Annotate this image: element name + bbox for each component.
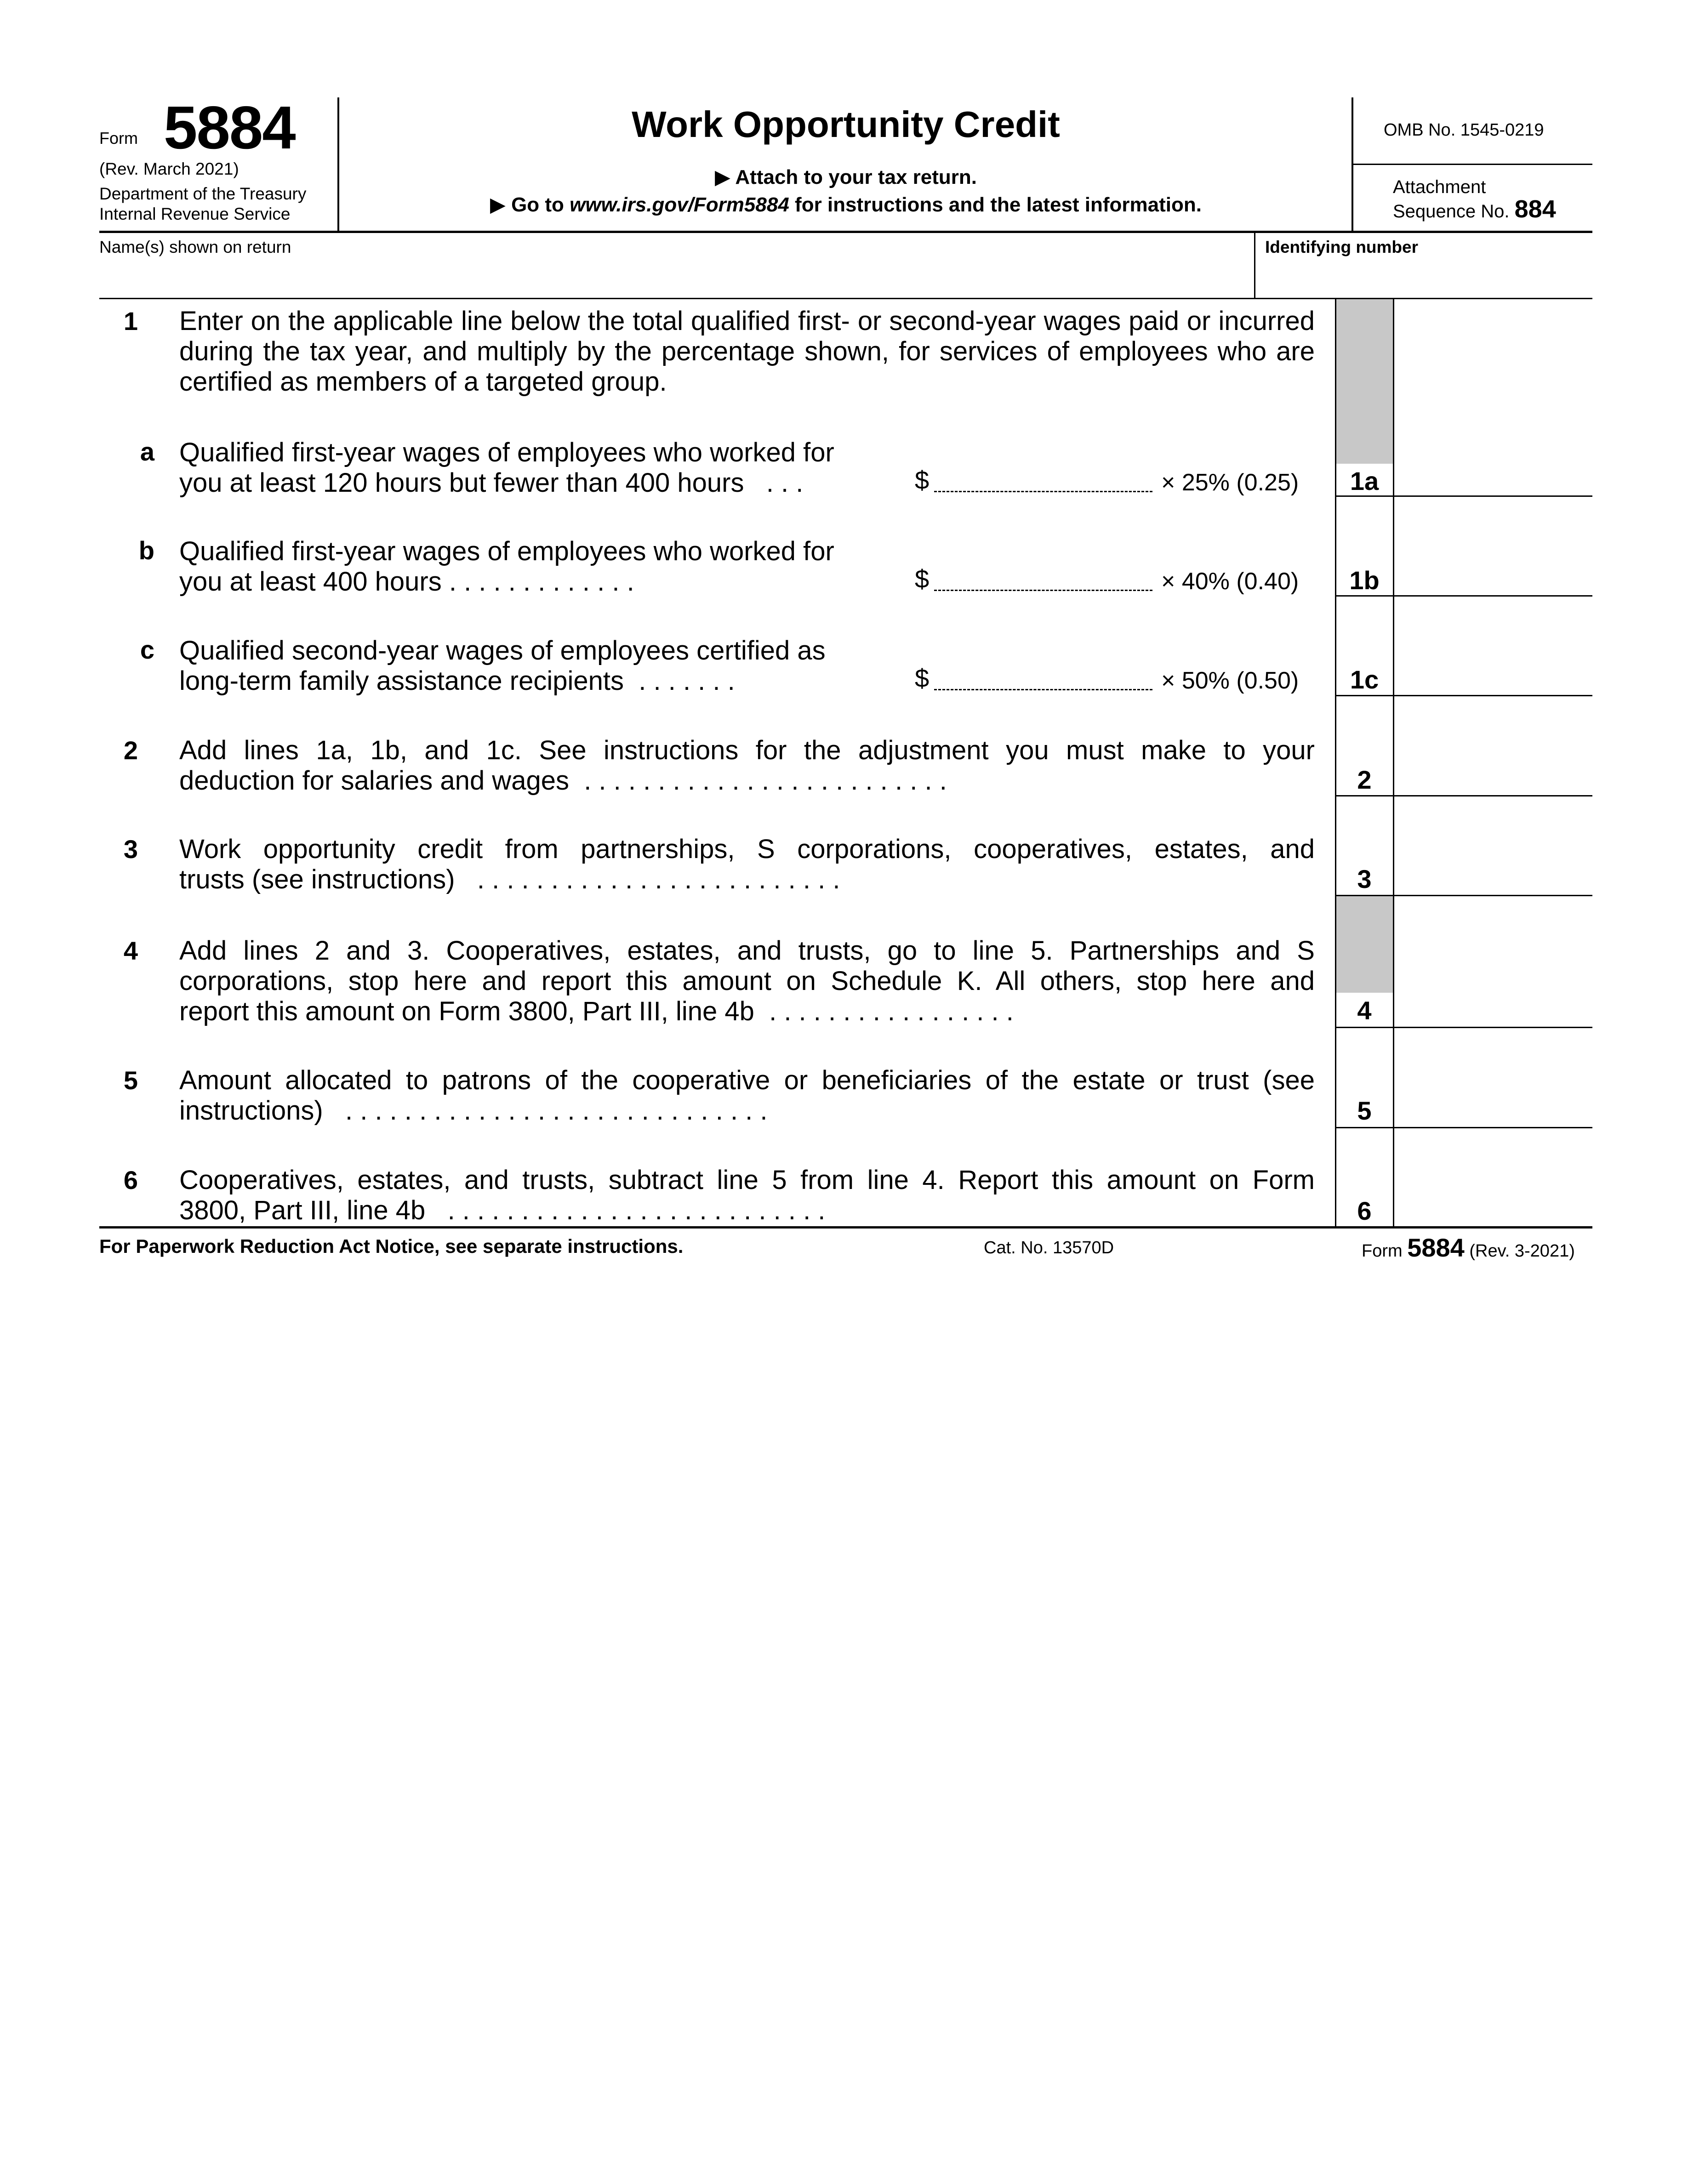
line-6-text-1: Cooperatives, estates, and trusts, subtract line 5 from line 4. Report this amount on Form — [179, 1165, 1315, 1195]
row-rule-3 — [1335, 895, 1592, 896]
omb-number: OMB No. 1545-0219 — [1384, 120, 1544, 140]
website-suffix: for instructions and the latest information. — [789, 193, 1202, 216]
line-6-box: 6 — [1357, 1196, 1372, 1225]
header-bottom-rule — [99, 231, 1592, 233]
line-3-desc: trusts (see instructions) — [179, 864, 455, 894]
line-5-dots: . . . . . . . . . . . . . . . . . . . . . . . . . . . . . — [345, 1096, 768, 1126]
line-6-text-2 — [179, 1195, 1315, 1226]
line-1c-box: 1c — [1350, 665, 1379, 694]
line-1a-rate: × 25% (0.25) — [1161, 469, 1299, 496]
names-input[interactable] — [99, 260, 1249, 296]
line-5-text-1: Amount allocated to patrons of the cooperative or beneficiaries of the estate or trust (see — [179, 1065, 1315, 1095]
line-4-number: 4 — [123, 936, 138, 965]
sequence-label: Sequence No. — [1393, 201, 1510, 222]
line-2-amount[interactable] — [1396, 758, 1589, 793]
service-name: Internal Revenue Service — [99, 205, 291, 223]
line-4-dots: . . . . . . . . . . . . . . . . . — [769, 996, 1014, 1026]
line-5-desc: instructions) — [179, 1096, 323, 1126]
amount-column-left-rule — [1393, 299, 1394, 1227]
footer-form-id — [1362, 1233, 1575, 1263]
omb-underline — [1353, 164, 1592, 165]
names-divider — [1254, 233, 1255, 299]
website-instruction — [340, 193, 1352, 216]
row-rule-1c — [1335, 695, 1592, 696]
line-4-text-1: Add lines 2 and 3. Cooperatives, estates, and trusts, go to line 5. Partnerships and S — [179, 936, 1315, 966]
line-2-number: 2 — [123, 736, 138, 765]
line-2-text-1: Add lines 1a, 1b, and 1c. See instructions for the adjustment you must make to your — [179, 735, 1315, 765]
line-1a-desc: you at least 120 hours but fewer than 400 hours — [179, 468, 744, 498]
line-1b-dollar: $ — [915, 564, 930, 593]
row-rule-5 — [1335, 1127, 1592, 1128]
line-1a-box: 1a — [1350, 466, 1379, 495]
revision-date: (Rev. March 2021) — [99, 159, 239, 178]
line-5-amount[interactable] — [1396, 1089, 1589, 1124]
line-1c-rate: × 50% (0.50) — [1161, 667, 1299, 694]
line-6-desc: 3800, Part III, line 4b — [179, 1195, 426, 1225]
line-4-text-3 — [179, 996, 1315, 1027]
line-2-desc: deduction for salaries and wages — [179, 766, 569, 796]
sequence-line — [1393, 197, 1556, 224]
line-4-text-2: corporations, stop here and report this amount on Schedule K. All others, stop here and — [179, 966, 1315, 996]
line-1b-amount[interactable] — [1396, 559, 1589, 594]
line-1b-text-2 — [179, 567, 896, 597]
line-1c-text-1: Qualified second-year wages of employees certified as — [179, 636, 826, 665]
row-rule-1b — [1335, 595, 1592, 597]
line-1a-dollar: $ — [915, 466, 930, 495]
line-1b-rate: × 40% (0.40) — [1161, 568, 1299, 595]
form-bottom-rule — [99, 1226, 1592, 1228]
line-2-box: 2 — [1357, 765, 1372, 794]
line-4-desc: report this amount on Form 3800, Part III, line 4b — [179, 996, 754, 1026]
line-1a-amount[interactable] — [1396, 460, 1589, 495]
line-1c-wages-field[interactable] — [934, 689, 1152, 690]
identifying-number-input[interactable] — [1265, 260, 1587, 296]
header-divider-left — [337, 97, 339, 231]
line-2-text-2 — [179, 766, 1315, 796]
identifying-number-label: Identifying number — [1265, 238, 1418, 256]
catalog-number: Cat. No. 13570D — [984, 1238, 1114, 1257]
line-3-box: 3 — [1357, 864, 1372, 893]
line-1a-text-1: Qualified first-year wages of employees who worked for — [179, 438, 834, 467]
paperwork-notice: For Paperwork Reduction Act Notice, see separate instructions. — [99, 1235, 684, 1257]
footer-revision: (Rev. 3-2021) — [1469, 1241, 1575, 1261]
website-link[interactable]: www.irs.gov/Form5884 — [570, 193, 789, 216]
line-6-dots: . . . . . . . . . . . . . . . . . . . . . . . . . . — [447, 1195, 826, 1225]
line-1c-dollar: $ — [915, 664, 930, 693]
form-number: 5884 — [164, 94, 295, 161]
line-1c-desc: long-term family assistance recipients — [179, 666, 624, 696]
line-3-number: 3 — [123, 835, 138, 864]
attach-instruction: ▶ Attach to your tax return. — [714, 166, 977, 188]
line-6-number: 6 — [123, 1166, 138, 1194]
line-5-box: 5 — [1357, 1096, 1372, 1125]
row-rule-4 — [1335, 1027, 1592, 1028]
line-1a-dots: . . . — [766, 468, 804, 498]
line-4-box: 4 — [1357, 996, 1372, 1025]
row-rule-2 — [1335, 795, 1592, 796]
line-5-text-2 — [179, 1096, 1315, 1126]
footer-form-word: Form — [1362, 1241, 1403, 1261]
line-1a-text-2 — [179, 468, 896, 498]
line-1c-letter: c — [140, 635, 154, 664]
line-1a-wages-field[interactable] — [934, 491, 1152, 492]
line-1-text: Enter on the applicable line below the total qualified first- or second-year wages paid or incurred during the tax year, and multiply by the percentage shown, for services of employees who are certified as members of a targeted group. — [179, 306, 1315, 397]
line-1c-dots: . . . . . . . — [639, 666, 735, 696]
line-1-number: 1 — [123, 307, 138, 336]
line-2-dots: . . . . . . . . . . . . . . . . . . . . . . . . . — [584, 766, 947, 796]
names-label: Name(s) shown on return — [99, 238, 291, 256]
line-3-dots: . . . . . . . . . . . . . . . . . . . . . . . . . — [477, 864, 840, 894]
line1-shaded-box — [1336, 299, 1393, 464]
attachment-label: Attachment — [1393, 177, 1486, 197]
line-1b-wages-field[interactable] — [934, 590, 1152, 591]
form-label: Form — [99, 129, 138, 148]
website-prefix: ▶ Go to — [490, 193, 570, 216]
sequence-number: 884 — [1514, 195, 1556, 223]
line-5-number: 5 — [123, 1066, 138, 1095]
line-1b-box: 1b — [1349, 566, 1380, 595]
line-4-amount[interactable] — [1396, 989, 1589, 1024]
form-title: Work Opportunity Credit — [632, 104, 1060, 145]
line-1c-text-2 — [179, 666, 896, 696]
line-3-text-2 — [179, 864, 1315, 895]
line-6-amount[interactable] — [1396, 1189, 1589, 1224]
department-name: Department of the Treasury — [99, 184, 307, 203]
line4-shaded-box — [1336, 896, 1393, 993]
line-1c-amount[interactable] — [1396, 658, 1589, 693]
line-1b-desc: you at least 400 hours — [179, 567, 442, 597]
line-1a-letter: a — [140, 437, 154, 466]
line-1b-text-1: Qualified first-year wages of employees who worked for — [179, 536, 834, 566]
footer-form-number: 5884 — [1407, 1233, 1465, 1262]
line-1b-dots: . . . . . . . . . . . . . — [449, 567, 634, 597]
line-3-text-1: Work opportunity credit from partnerships, S corporations, cooperatives, estates, and — [179, 834, 1315, 864]
line-1b-letter: b — [138, 536, 154, 565]
line-3-amount[interactable] — [1396, 858, 1589, 893]
